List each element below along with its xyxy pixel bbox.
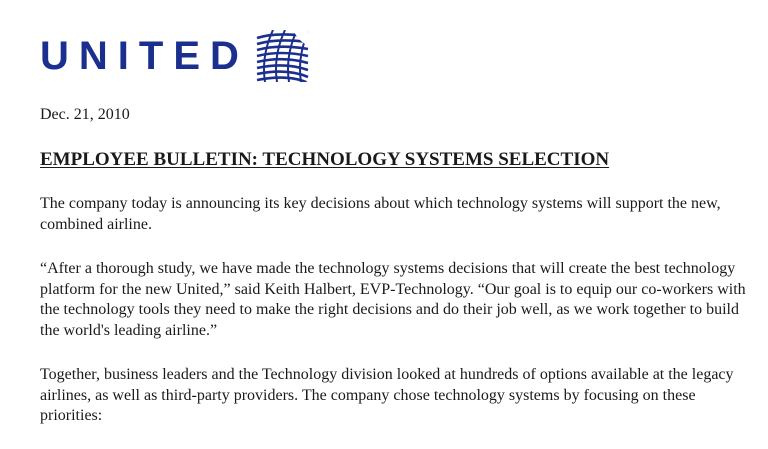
bulletin-date: Dec. 21, 2010 xyxy=(40,106,130,123)
bulletin-title: EMPLOYEE BULLETIN: TECHNOLOGY SYSTEMS SELECTION xyxy=(40,149,610,170)
logo-wordmark: UNITED xyxy=(40,34,249,78)
paragraph-intro: The company today is announcing its key decisions about which technology systems will support the new, combined airline. xyxy=(40,195,721,233)
united-logo xyxy=(40,30,309,82)
globe-icon xyxy=(255,30,309,82)
paragraph-priorities: Together, business leaders and the Technology division looked at hundreds of options available at the legacy airlines, as well as third-party providers. The company chose technology systems by focusing on these priorities: xyxy=(40,366,734,424)
paragraph-quote: “After a thorough study, we have made the technology systems decisions that will create the best technology platform for the new United,” said Keith Halbert, EVP-Technology. “Our goal is to equip our co-workers with the technology tools they need to make the right decisions and do their job well, as we work together to build the world's leading airline.” xyxy=(40,260,746,339)
